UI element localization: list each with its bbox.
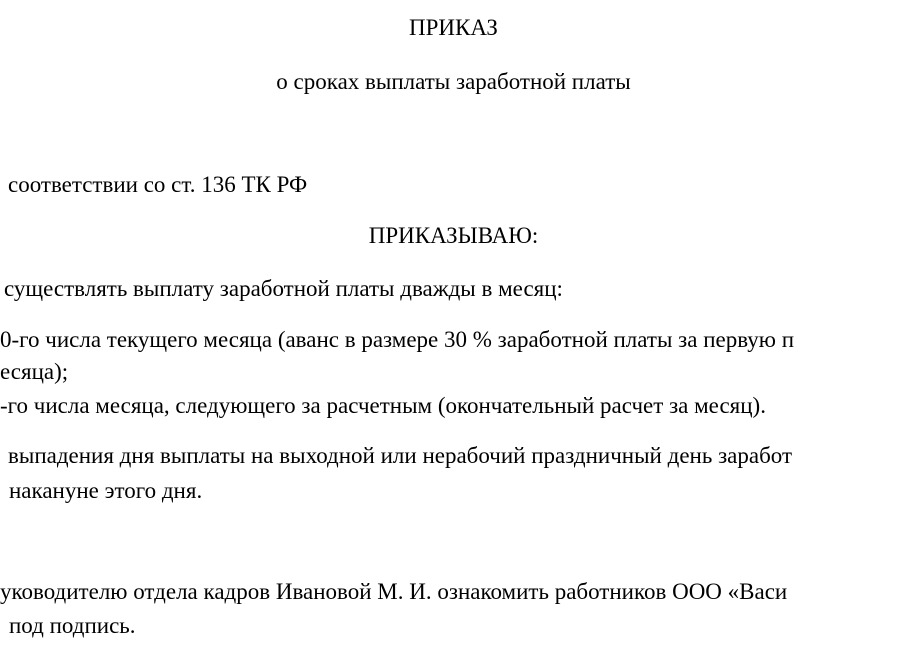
order-item-1b: -го числа месяца, следующего за расчетным (окончательный расчет за месяц). bbox=[0, 393, 766, 418]
document-subtitle: о сроках выплаты заработной платы bbox=[276, 69, 631, 94]
order-item-3-line-1: уководителю отдела кадров Ивановой М. И. ознакомить работников ООО «Васи bbox=[0, 579, 788, 604]
order-item-1a-line-1: 0-го числа текущего месяца (аванс в размере 30 % заработной платы за первую п bbox=[0, 327, 795, 352]
order-item-1: существлять выплату заработной платы дважды в месяц: bbox=[4, 276, 563, 301]
legal-basis-text: соответствии со ст. 136 ТК РФ bbox=[8, 172, 308, 197]
order-item-2-line-1: выпадения дня выплаты на выходной или нерабочий праздничный день заработ bbox=[8, 443, 793, 468]
order-item-3-line-2: под подпись. bbox=[9, 613, 136, 638]
order-heading: ПРИКАЗЫВАЮ: bbox=[368, 223, 539, 248]
order-item-1a-line-2: есяца); bbox=[0, 359, 69, 384]
document-title: ПРИКАЗ bbox=[409, 15, 498, 40]
order-item-2-line-2: накануне этого дня. bbox=[9, 478, 203, 503]
